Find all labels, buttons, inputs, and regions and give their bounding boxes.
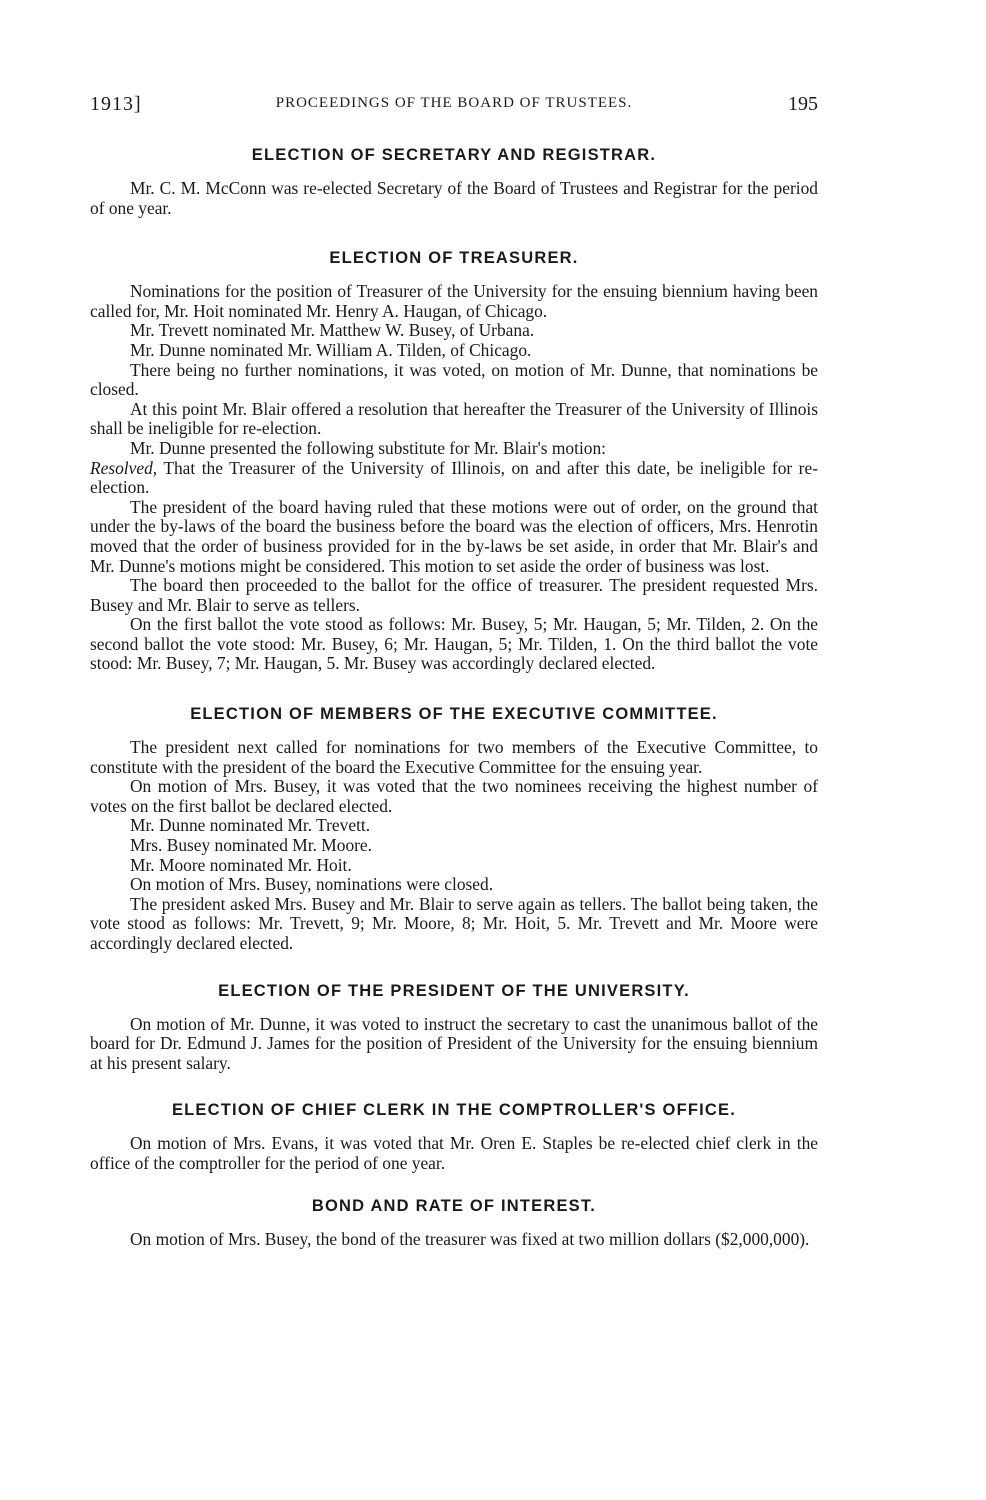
paragraph: At this point Mr. Blair offered a resolution that hereafter the Treasurer of the University of Illinois shall be ineligible for re-election. xyxy=(90,398,818,439)
section-heading-president: ELECTION OF THE PRESIDENT OF THE UNIVERSITY. xyxy=(218,981,690,1000)
paragraph: On motion of Mrs. Busey, the bond of the treasurer was fixed at two million dollars ($2,000,000). xyxy=(130,1228,810,1249)
paragraph: Mr. Dunne nominated Mr. William A. Tilden, of Chicago. xyxy=(130,339,532,360)
paragraph: The president of the board having ruled that these motions were out of order, on the ground that under the by-laws of the board the business before the board was the election of officers, Mrs. Henrotin moved that the order of business provided for in the by-laws be set aside, in order that Mr. Blair's and Mr. Dunne's motions might be considered. This motion to set aside the order of business was lost. xyxy=(90,496,818,576)
paragraph: On motion of Mrs. Busey, nominations were closed. xyxy=(130,874,494,895)
paragraph: On the first ballot the vote stood as follows: Mr. Busey, 5; Mr. Haugan, 5; Mr. Tilden, 2. On the second ballot the vote stood: Mr. Busey, 6; Mr. Haugan, 5; Mr. Tilden, 1. On the third ballot the vote stood: Mr. Busey, 7; Mr. Haugan, 5. Mr. Busey was accordingly declared elected. xyxy=(90,614,818,674)
section-heading-treasurer: ELECTION OF TREASURER. xyxy=(329,249,579,268)
section-heading-secretary: ELECTION OF SECRETARY AND REGISTRAR. xyxy=(251,146,657,164)
section-heading-chief-clerk: ELECTION OF CHIEF CLERK IN THE COMPTROLLER'S OFFICE. xyxy=(171,1101,737,1120)
resolved-word: Resolved, xyxy=(90,457,158,478)
paragraph: Nominations for the position of Treasurer of the University for the ensuing biennium having been called for, Mr. Hoit nominated Mr. Henry A. Haugan, of Chicago. xyxy=(90,281,818,321)
paragraph: The president next called for nominations for two members of the Executive Committee, to constitute with the president of the board the Executive Committee for the ensuing year. xyxy=(90,737,818,777)
document-body xyxy=(90,145,818,1249)
paragraph: Mr. Moore nominated Mr. Hoit. xyxy=(130,854,352,875)
paragraph: The president asked Mrs. Busey and Mr. Blair to serve again as tellers. The ballot being taken, the vote stood as follows: Mr. Trevett, 9; Mr. Moore, 8; Mr. Hoit, 5. Mr. Trevett and Mr. Moore were accordingly declared elected. xyxy=(90,893,818,953)
paragraph: On motion of Mrs. Evans, it was voted that Mr. Oren E. Staples be re-elected chief clerk in the office of the comptroller for the period of one year. xyxy=(90,1133,818,1173)
section-heading-executive-committee: ELECTION OF MEMBERS OF THE EXECUTIVE COMMITTEE. xyxy=(190,705,718,724)
header-title: PROCEEDINGS OF THE BOARD OF TRUSTEES. xyxy=(275,95,633,111)
paragraph: There being no further nominations, it was voted, on motion of Mr. Dunne, that nominations be closed. xyxy=(90,359,818,400)
paragraph: Mr. Trevett nominated Mr. Matthew W. Busey, of Urbana. xyxy=(130,320,535,341)
paragraph: Mrs. Busey nominated Mr. Moore. xyxy=(130,835,372,856)
resolution-text: That the Treasurer of the University of Illinois, on and after this date, be ineligible for re-election. xyxy=(90,457,818,498)
paragraph: On motion of Mr. Dunne, it was voted to instruct the secretary to cast the unanimous ballot of the board for Dr. Edmund J. James for the position of President of the University for the ensuing biennium at his present salary. xyxy=(90,1013,818,1073)
paragraph: Mr. C. M. McConn was re-elected Secretary of the Board of Trustees and Registrar for the period of one year. xyxy=(90,178,818,218)
page-number: 195 xyxy=(788,93,818,115)
paragraph: The board then proceeded to the ballot for the office of treasurer. The president requested Mrs. Busey and Mr. Blair to serve as tellers. xyxy=(90,575,818,615)
running-head xyxy=(90,93,818,119)
header-year: 1913] xyxy=(90,93,142,115)
paragraph: Mr. Dunne nominated Mr. Trevett. xyxy=(130,815,371,836)
section-heading-bond: BOND AND RATE OF INTEREST. xyxy=(311,1196,597,1215)
resolution-paragraph xyxy=(90,459,818,498)
paragraph: On motion of Mrs. Busey, it was voted that the two nominees receiving the highest number of votes on the first ballot be declared elected. xyxy=(90,776,818,816)
paragraph: Mr. Dunne presented the following substitute for Mr. Blair's motion: xyxy=(130,437,607,458)
